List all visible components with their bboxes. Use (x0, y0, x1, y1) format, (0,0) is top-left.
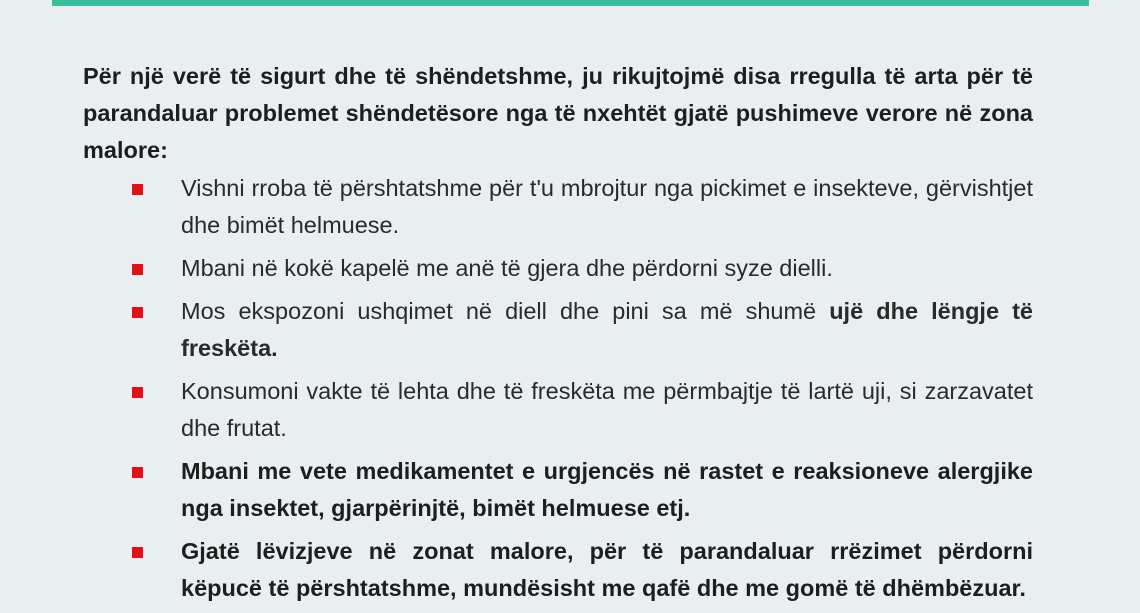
tip-item-hydration (130, 293, 1033, 367)
red-square-bullet-icon (132, 264, 143, 275)
red-square-bullet-icon (132, 467, 143, 478)
tip-text: Mos ekspozoni ushqimet në diell dhe pini sa më shumë (181, 298, 830, 324)
tip-text: Konsumoni vakte të lehta dhe të freskëta me përmbajtje të lartë uji, si zarzavatet dhe frutat. (181, 378, 1033, 441)
red-square-bullet-icon (132, 387, 143, 398)
intro-paragraph: Për një verë të sigurt dhe të shëndetshme, ju rikujtojmë disa rregulla të arta për të parandaluar problemet shëndetësore nga të nxehtët gjatë pushimeve verore në zona malore: (83, 63, 1033, 163)
red-square-bullet-icon (132, 547, 143, 558)
tip-bold-text: Gjatë lëvizjeve në zonat malore, për të parandaluar rrëzimet përdorni këpucë të përshtatshme, mundësisht me qafë dhe me gomë të dhëmbëzuar. (181, 538, 1033, 601)
tip-bold-text: ujë dhe lëngje të freskëta. (181, 298, 1034, 361)
tip-bold-text: Mbani me vete medikamentet e urgjencës në rastet e reaksioneve alergjike nga insektet, gjarpërinjtë, bimët helmuese etj. (181, 458, 1033, 521)
tip-item-clothing (130, 170, 1033, 244)
red-square-bullet-icon (132, 307, 143, 318)
tips-list (130, 170, 1033, 613)
tip-text: Mbani në kokë kapelë me anë të gjera dhe përdorni syze dielli. (181, 255, 833, 281)
tip-text: Vishni rroba të përshtatshme për t'u mbrojtur nga pickimet e insekteve, gërvishtjet dhe bimët helmuese. (181, 175, 1033, 238)
top-accent-bar (52, 0, 1089, 6)
tip-item-light-meals (130, 373, 1033, 447)
tip-item-emergency-meds (130, 453, 1033, 527)
tip-item-hat-sunglasses (130, 250, 1033, 287)
red-square-bullet-icon (132, 184, 143, 195)
tip-item-footwear (130, 533, 1033, 607)
